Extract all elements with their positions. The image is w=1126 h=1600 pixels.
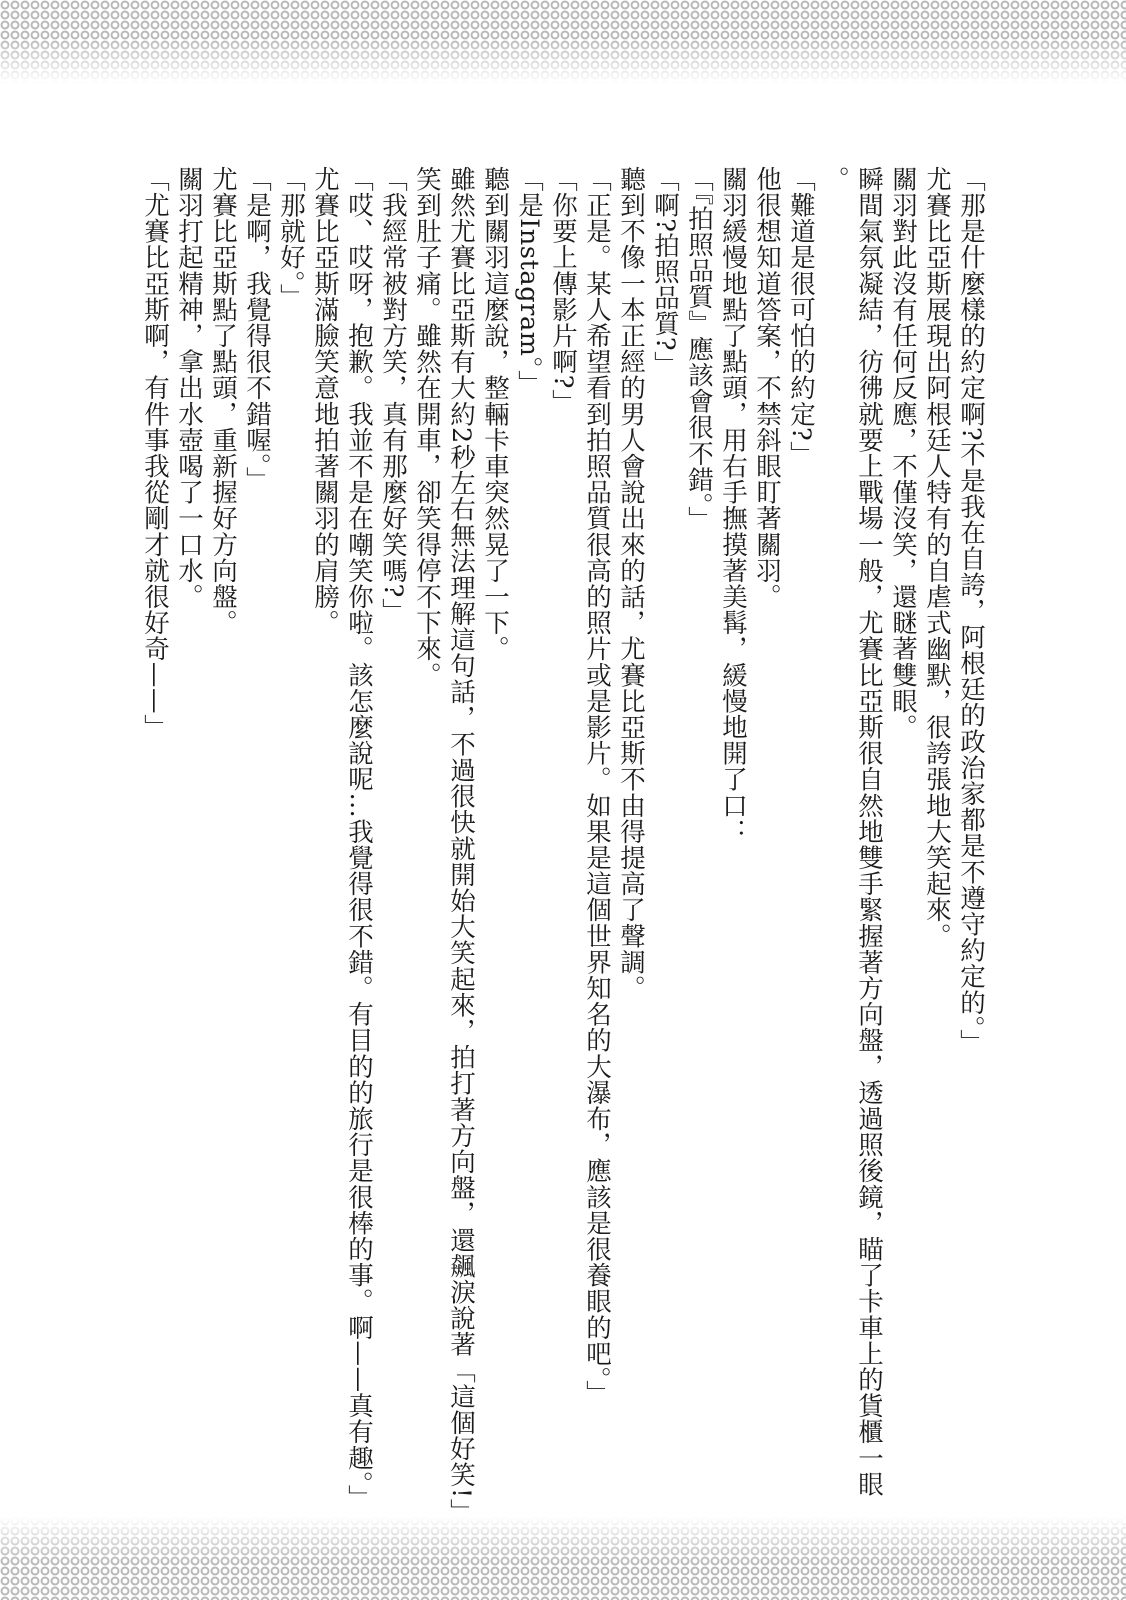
paragraph: 「你要上傳影片啊?」 [548,166,578,416]
paragraph: 「我經常被對方笑，真有那麼好笑嗎?」 [378,166,408,624]
paragraph: 關羽緩慢地點了點頭，用右手撫摸著美髯，緩慢地開了口： [718,166,748,845]
paragraph: 尤賽比亞斯展現出阿根廷人特有的自虐式幽默，很誇張地大笑起來。 [922,166,952,949]
paragraph: 聽到關羽這麼說，整輛卡車突然晃了一下。 [480,166,510,662]
paragraph: 雖然尤賽比亞斯有大約2秒左右無法理解這句話，不過很快就開始大笑起來，拍打著方向盤，還飆淚說著「這個好笑!」笑到肚子痛。雖然在開車，卻笑得停不下來。 [412,166,476,1513]
paragraph: 他很想知道答案，不禁斜眼盯著關羽。 [752,166,782,610]
paragraph: 「那是什麼樣的約定啊?不是我在自誇，阿根廷的政治家都是不遵守約定的。」 [956,166,986,1055]
bottom-dot-pattern-band [0,1516,1126,1600]
paragraph: 尤賽比亞斯點了點頭，重新握好方向盤。 [208,166,238,636]
paragraph: 「哎、哎呀，抱歉。我並不是在嘲笑你啦。該怎麼說呢…我覺得很不錯。有目的的旅行是很棒的事。啊——真有趣。」 [344,166,374,1511]
paragraph: 關羽對此沒有任何反應，不僅沒笑，還瞇著雙眼。 [888,166,918,741]
paragraph: 「『拍照品質』應該會很不錯。」 [684,166,714,532]
top-dot-pattern-band [0,0,1126,84]
vertical-text-body [108,166,988,1516]
paragraph: 「正是。某人希望看到拍照品質很高的照片或是影片。如果是這個世界知名的大瀑布，應該是很養眼的吧。」 [582,166,612,1407]
paragraph: 「是Instagram。」 [514,166,544,396]
paragraph: 尤賽比亞斯滿臉笑意地拍著關羽的肩膀。 [310,166,340,636]
paragraph: 聽到不像一本正經的男人會說出來的話，尤賽比亞斯不由得提高了聲調。 [616,166,646,1002]
paragraph: 關羽打起精神，拿出水壺喝了一口水。 [174,166,204,610]
paragraph: 「那就好。」 [276,166,306,310]
paragraph: 「啊?拍照品質?」 [650,166,680,378]
paragraph: 「是啊，我覺得很不錯喔。」 [242,166,272,493]
paragraph: 瞬間氣氛凝結，彷彿就要上戰場一般，尤賽比亞斯很自然地雙手緊握著方向盤，透過照後鏡，瞄了卡車上的貨櫃一眼。 [820,166,884,1498]
paragraph: 「難道是很可怕的約定?」 [786,166,816,468]
paragraph: 「尤賽比亞斯啊，有件事我從剛才就很好奇——」 [140,166,170,741]
